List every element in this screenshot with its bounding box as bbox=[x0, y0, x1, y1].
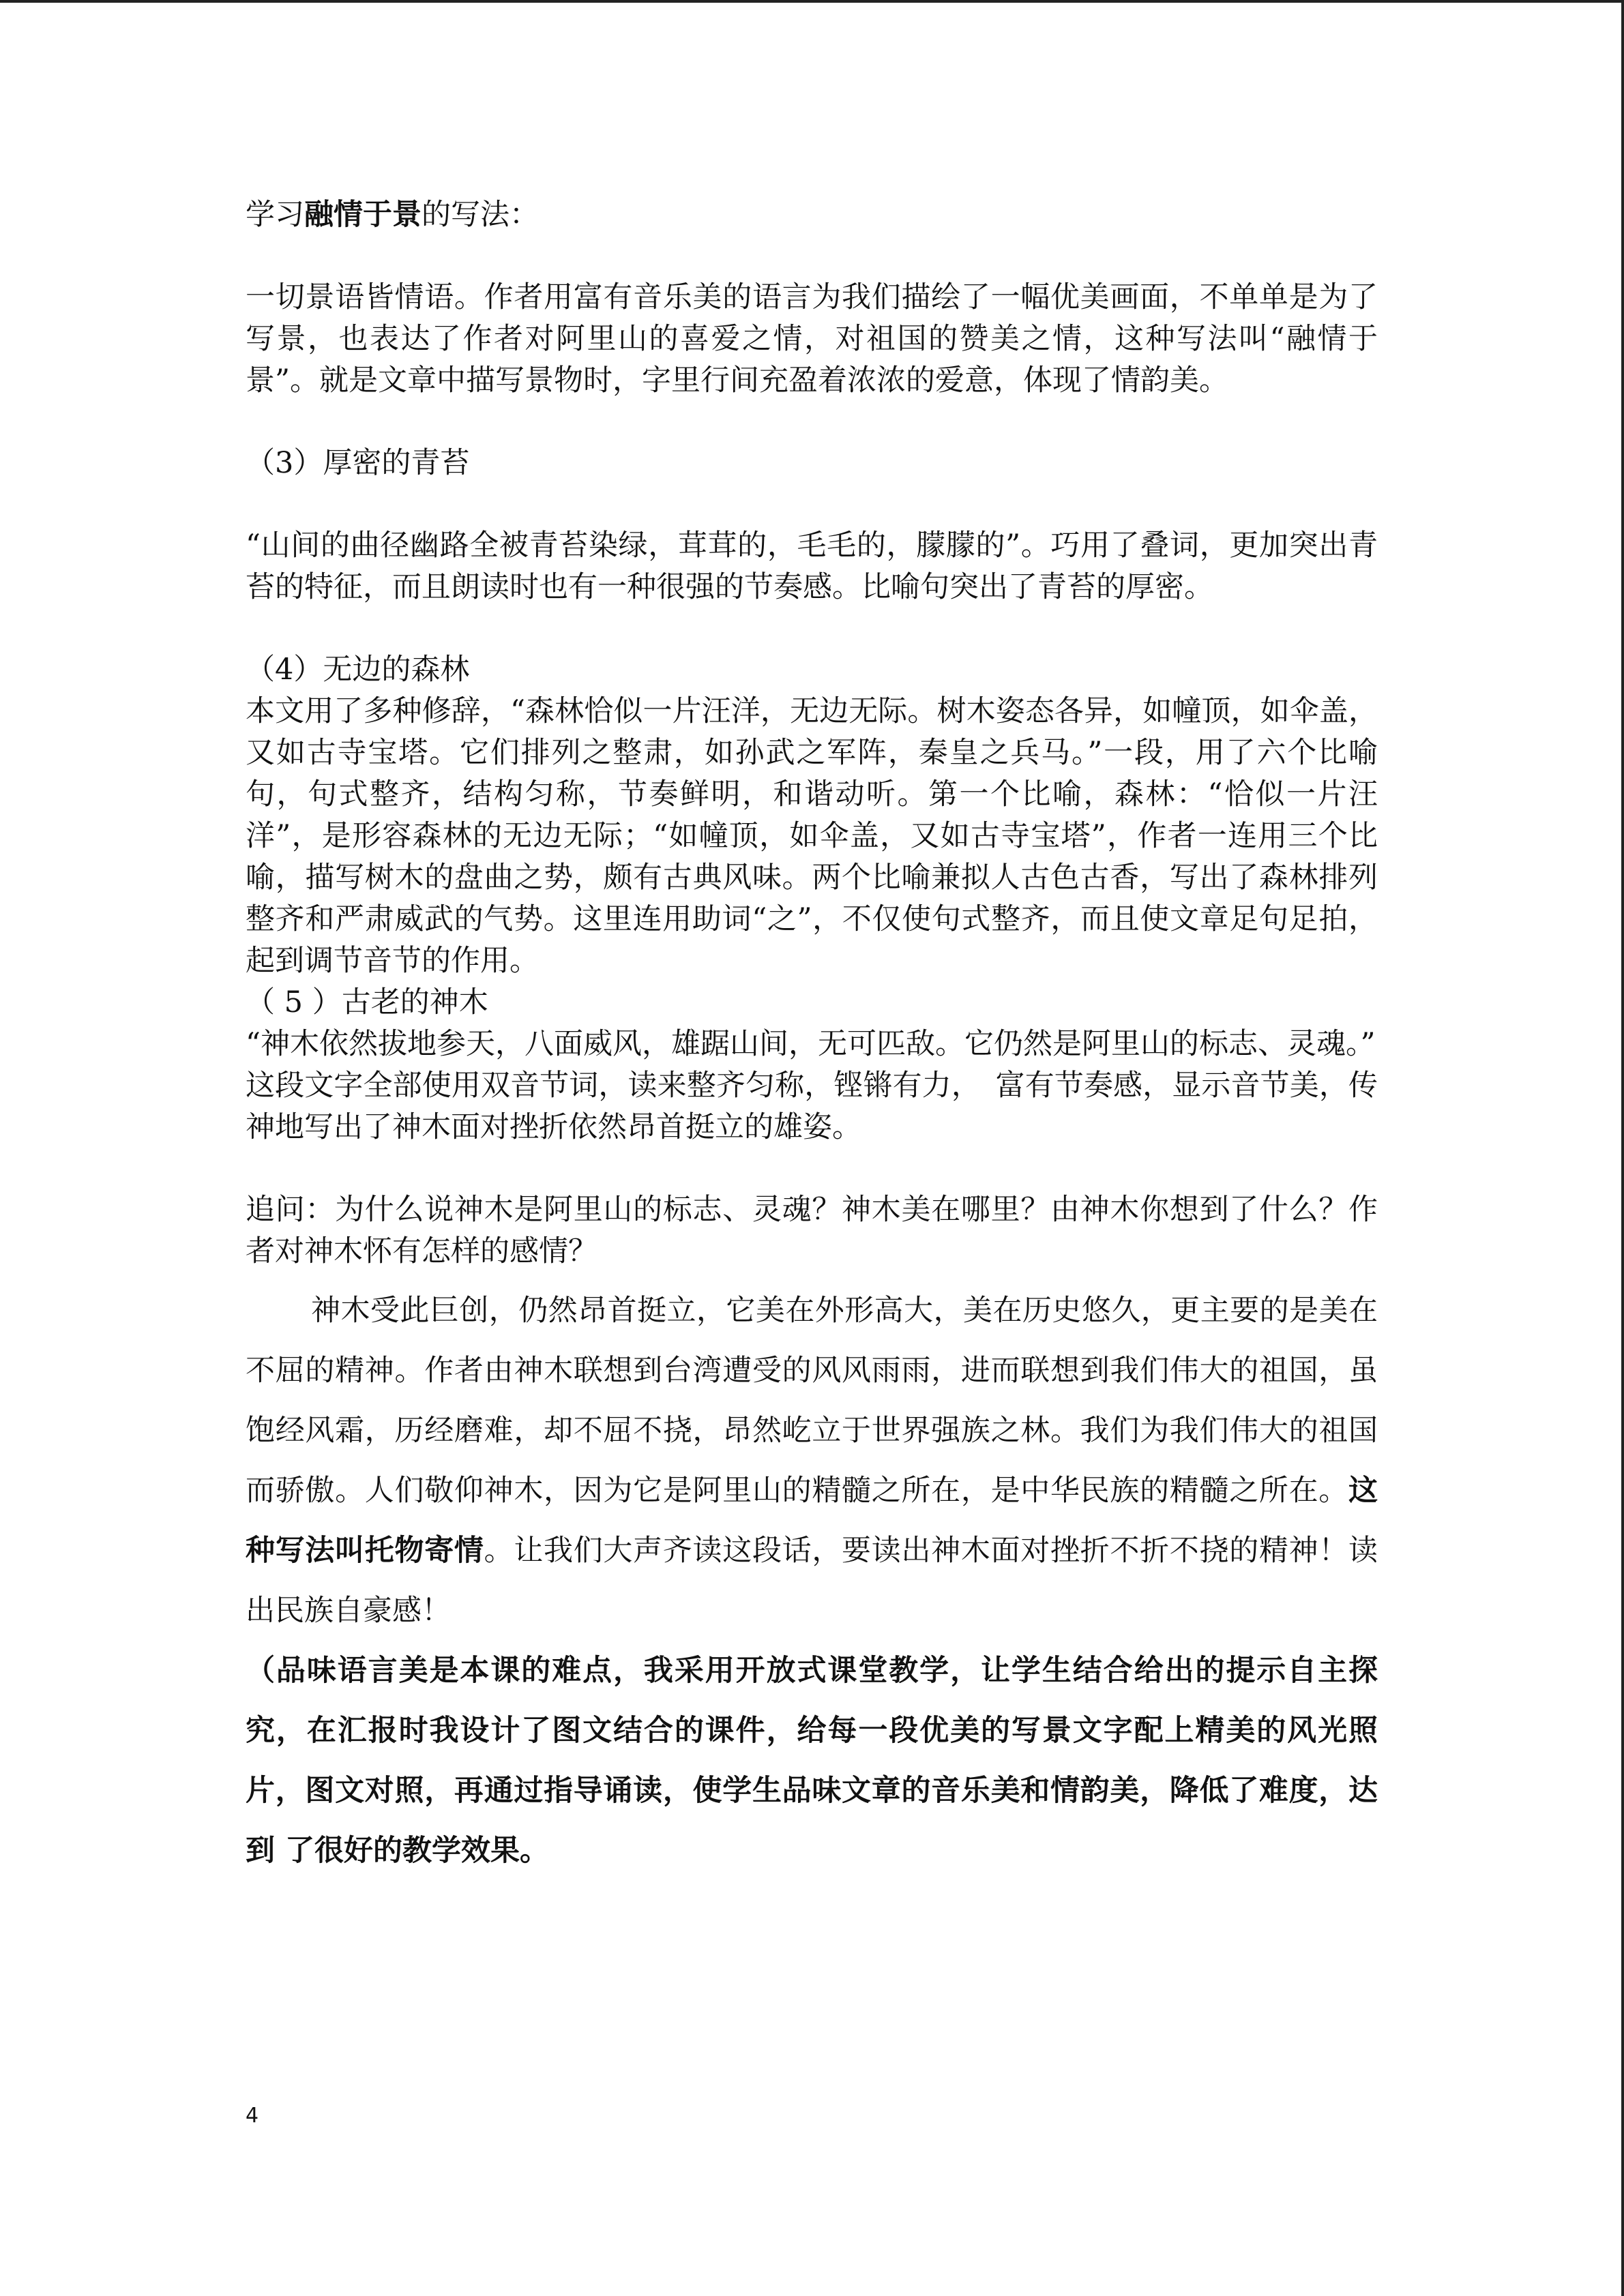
section-3-title: （3）厚密的青苔 bbox=[246, 446, 470, 480]
section-5-title: （ 5 ）古老的神木 bbox=[246, 985, 488, 1019]
section-heading: 学习融情于景的写法： bbox=[246, 198, 539, 232]
page-right-border bbox=[1621, 0, 1624, 2296]
document-body bbox=[246, 194, 1378, 1881]
page-number: 4 bbox=[246, 2104, 259, 2128]
section-4-text: 本文用了多种修辞，“森林恰似一片汪洋，无边无际。树木姿态各异，如幢顶，如伞盖，又如古寺宝塔。它们排列之整肃，如孙武之军阵，秦皇之兵马。”一段，用了六个比喻句，句式整齐，结构匀称，节奏鲜明，和谐动听。第一个比喻，森林：“恰似一片汪洋”，是形容森林的无边无际；“如幢顶，如伞盖，又如古寺宝塔”，作者一连用三个比喻，描写树木的盘曲之势，颇有古典风味。两个比喻兼拟人古色古香，写出了森林排列整齐和严肃威武的气势。这里连用助词“之”，不仅使句式整齐，而且使文章足句足拍，起到调节音节的作用。 bbox=[246, 694, 1378, 978]
section-3-text: “山间的曲径幽路全被青苔染绿，茸茸的，毛毛的，朦朦的”。巧用了叠词，更加突出青苔的特征，而且朗读时也有一种很强的节奏感。比喻句突出了青苔的厚密。 bbox=[246, 528, 1378, 604]
answer-bold-term: 这种写法叫托物寄情 bbox=[246, 1474, 1378, 1568]
section-4-title: （4）无边的森林 bbox=[246, 653, 470, 687]
follow-up-question: 追问：为什么说神木是阿里山的标志、灵魂？神木美在哪里？由神木你想到了什么？作者对神木怀有怎样的感情？ bbox=[246, 1193, 1378, 1268]
page-top-border bbox=[0, 0, 1624, 3]
paragraph-scene-emotion: 一切景语皆情语。作者用富有音乐美的语言为我们描绘了一幅优美画面，不单单是为了写景，也表达了作者对阿里山的喜爱之情，对祖国的赞美之情，这种写法叫“融情于景”。就是文章中描写景物时，字里行间充盈着浓浓的爱意，体现了情韵美。 bbox=[246, 280, 1378, 398]
section-5-quote: “神木依然拔地参天，八面威风，雄踞山间，无可匹敌。它仍然是阿里山的标志、灵魂。” bbox=[246, 1027, 1376, 1061]
heading-bold-term: 融情于景 bbox=[304, 198, 422, 232]
answer-paragraph: 神木受此巨创，仍然昂首挺立，它美在外形高大，美在历史悠久，更主要的是美在不屈的精神。作者由神木联想到台湾遭受的风风雨雨，进而联想到我们伟大的祖国，虽饱经风霜，历经磨难，却不屈不挠，昂然屹立于世界强族之林。我们为我们伟大的祖国而骄傲。人们敬仰神木，因为它是阿里山的精髓之所在，是中华民族的精髓之所在。这种写法叫托物寄情。让我们大声齐读这段话，要读出神木面对挫折不折不挠的精神！读出民族自豪感！ bbox=[246, 1294, 1378, 1628]
teaching-note: （品味语言美是本课的难点，我采用开放式课堂教学，让学生结合给出的提示自主探究，在汇报时我设计了图文结合的课件，给每一段优美的写景文字配上精美的风光照片，图文对照，再通过指导诵读，使学生品味文章的音乐美和情韵美，降低了难度，达到 了很好的教学效果。 bbox=[246, 1654, 1378, 1868]
section-5-text: 这段文字全部使用双音节词，读来整齐匀称，铿锵有力， 富有节奏感，显示音节美，传神地写出了神木面对挫折依然昂首挺立的雄姿。 bbox=[246, 1069, 1378, 1144]
